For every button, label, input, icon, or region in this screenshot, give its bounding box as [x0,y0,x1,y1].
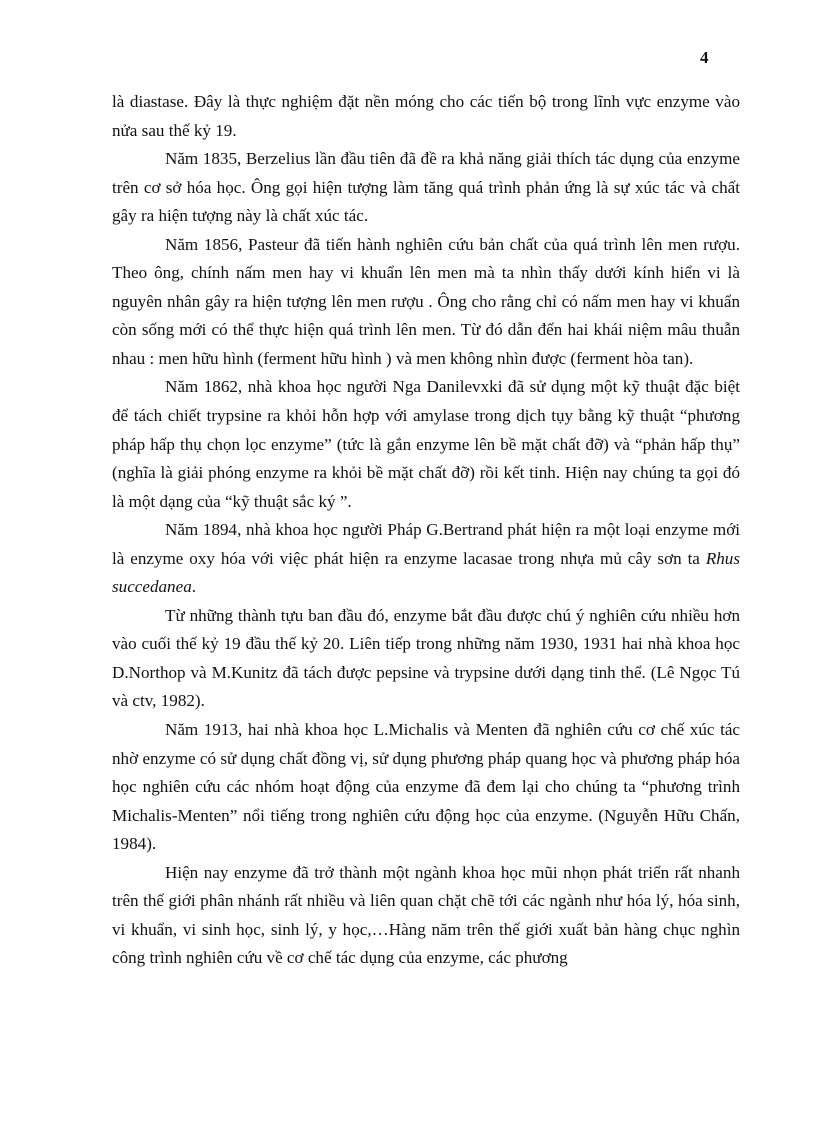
paragraph-1: là diastase. Đây là thực nghiệm đặt nền móng cho các tiến bộ trong lĩnh vực enzyme vào nửa sau thế kỷ 19. [112,92,740,140]
page-number: 4 [700,48,709,67]
paragraph-3: Năm 1856, Pasteur đã tiến hành nghiên cứu bản chất của quá trình lên men rượu. Theo ông, chính nấm men hay vi khuẩn lên men mà ta nhìn thấy dưới kính hiển vi là nguyên nhân gây ra hiện tượng lên men rượu . Ông cho rằng chỉ có nấm men hay vi khuẩn còn sống mới có thể thực hiện quá trình lên men. Từ đó dẫn đến hai khái niệm mâu thuẫn nhau : men hữu hình (ferment hữu hình ) và men không nhìn được (ferment hòa tan). [112,234,740,368]
document-body [112,88,740,973]
paragraph-6: Từ những thành tựu ban đầu đó, enzyme bắt đầu được chú ý nghiên cứu nhiều hơn vào cuối thế kỷ 19 đầu thế kỷ 20. Liên tiếp trong những năm 1930, 1931 hai nhà khoa học D.Northop và M.Kunitz đã tách được pepsine và trypsine dưới dạng tinh thể. (Lê Ngọc Tú và ctv, 1982). [112,605,740,711]
species-name: Rhus succedanea [112,548,740,597]
paragraph-8: Hiện nay enzyme đã trở thành một ngành khoa học mũi nhọn phát triển rất nhanh trên thế giới phân nhánh rất nhiều và liên quan chặt chẽ tới các ngành như hóa lý, hóa sinh, vi khuẩn, vi sinh học, sinh lý, y học,…Hàng năm trên thế giới xuất bản hàng chục nghìn công trình nghiên cứu về cơ chế tác dụng của enzyme, các phương [112,862,740,968]
paragraph-4: Năm 1862, nhà khoa học người Nga Danilevxki đã sử dụng một kỹ thuật đặc biệt để tách chiết trypsine ra khỏi hỗn hợp với amylase trong dịch tụy bằng kỹ thuật “phương pháp hấp thụ chọn lọc enzyme” (tức là gắn enzyme lên bề mặt chất đỡ) và “phản hấp thụ” (nghĩa là giải phóng enzyme ra khỏi bề mặt chất đỡ) rồi kết tinh. Hiện nay chúng ta gọi đó là một dạng của “kỹ thuật sắc ký ”. [112,377,740,511]
paragraph-2: Năm 1835, Berzelius lần đầu tiên đã đề ra khả năng giải thích tác dụng của enzyme trên cơ sở hóa học. Ông gọi hiện tượng làm tăng quá trình phản ứng là sự xúc tác và chất gây ra hiện tượng này là chất xúc tác. [112,149,740,226]
paragraph-5-tail: . [191,577,197,597]
paragraph-5 [112,516,740,602]
paragraph-7: Năm 1913, hai nhà khoa học L.Michalis và Menten đã nghiên cứu cơ chế xúc tác nhờ enzyme có sử dụng chất đồng vị, sử dụng phương pháp quang học và phương pháp hóa học nghiên cứu các nhóm hoạt động của enzyme đã đem lại cho chúng ta “phương trình Michalis-Menten” nổi tiếng trong nghiên cứu động học của enzyme. (Nguyễn Hữu Chấn, 1984). [112,720,740,854]
paragraph-5-text: Năm 1894, nhà khoa học người Pháp G.Bertrand phát hiện ra một loại enzyme mới là enzyme oxy hóa với việc phát hiện ra enzyme lacasae trong nhựa mủ cây sơn ta [112,520,740,568]
